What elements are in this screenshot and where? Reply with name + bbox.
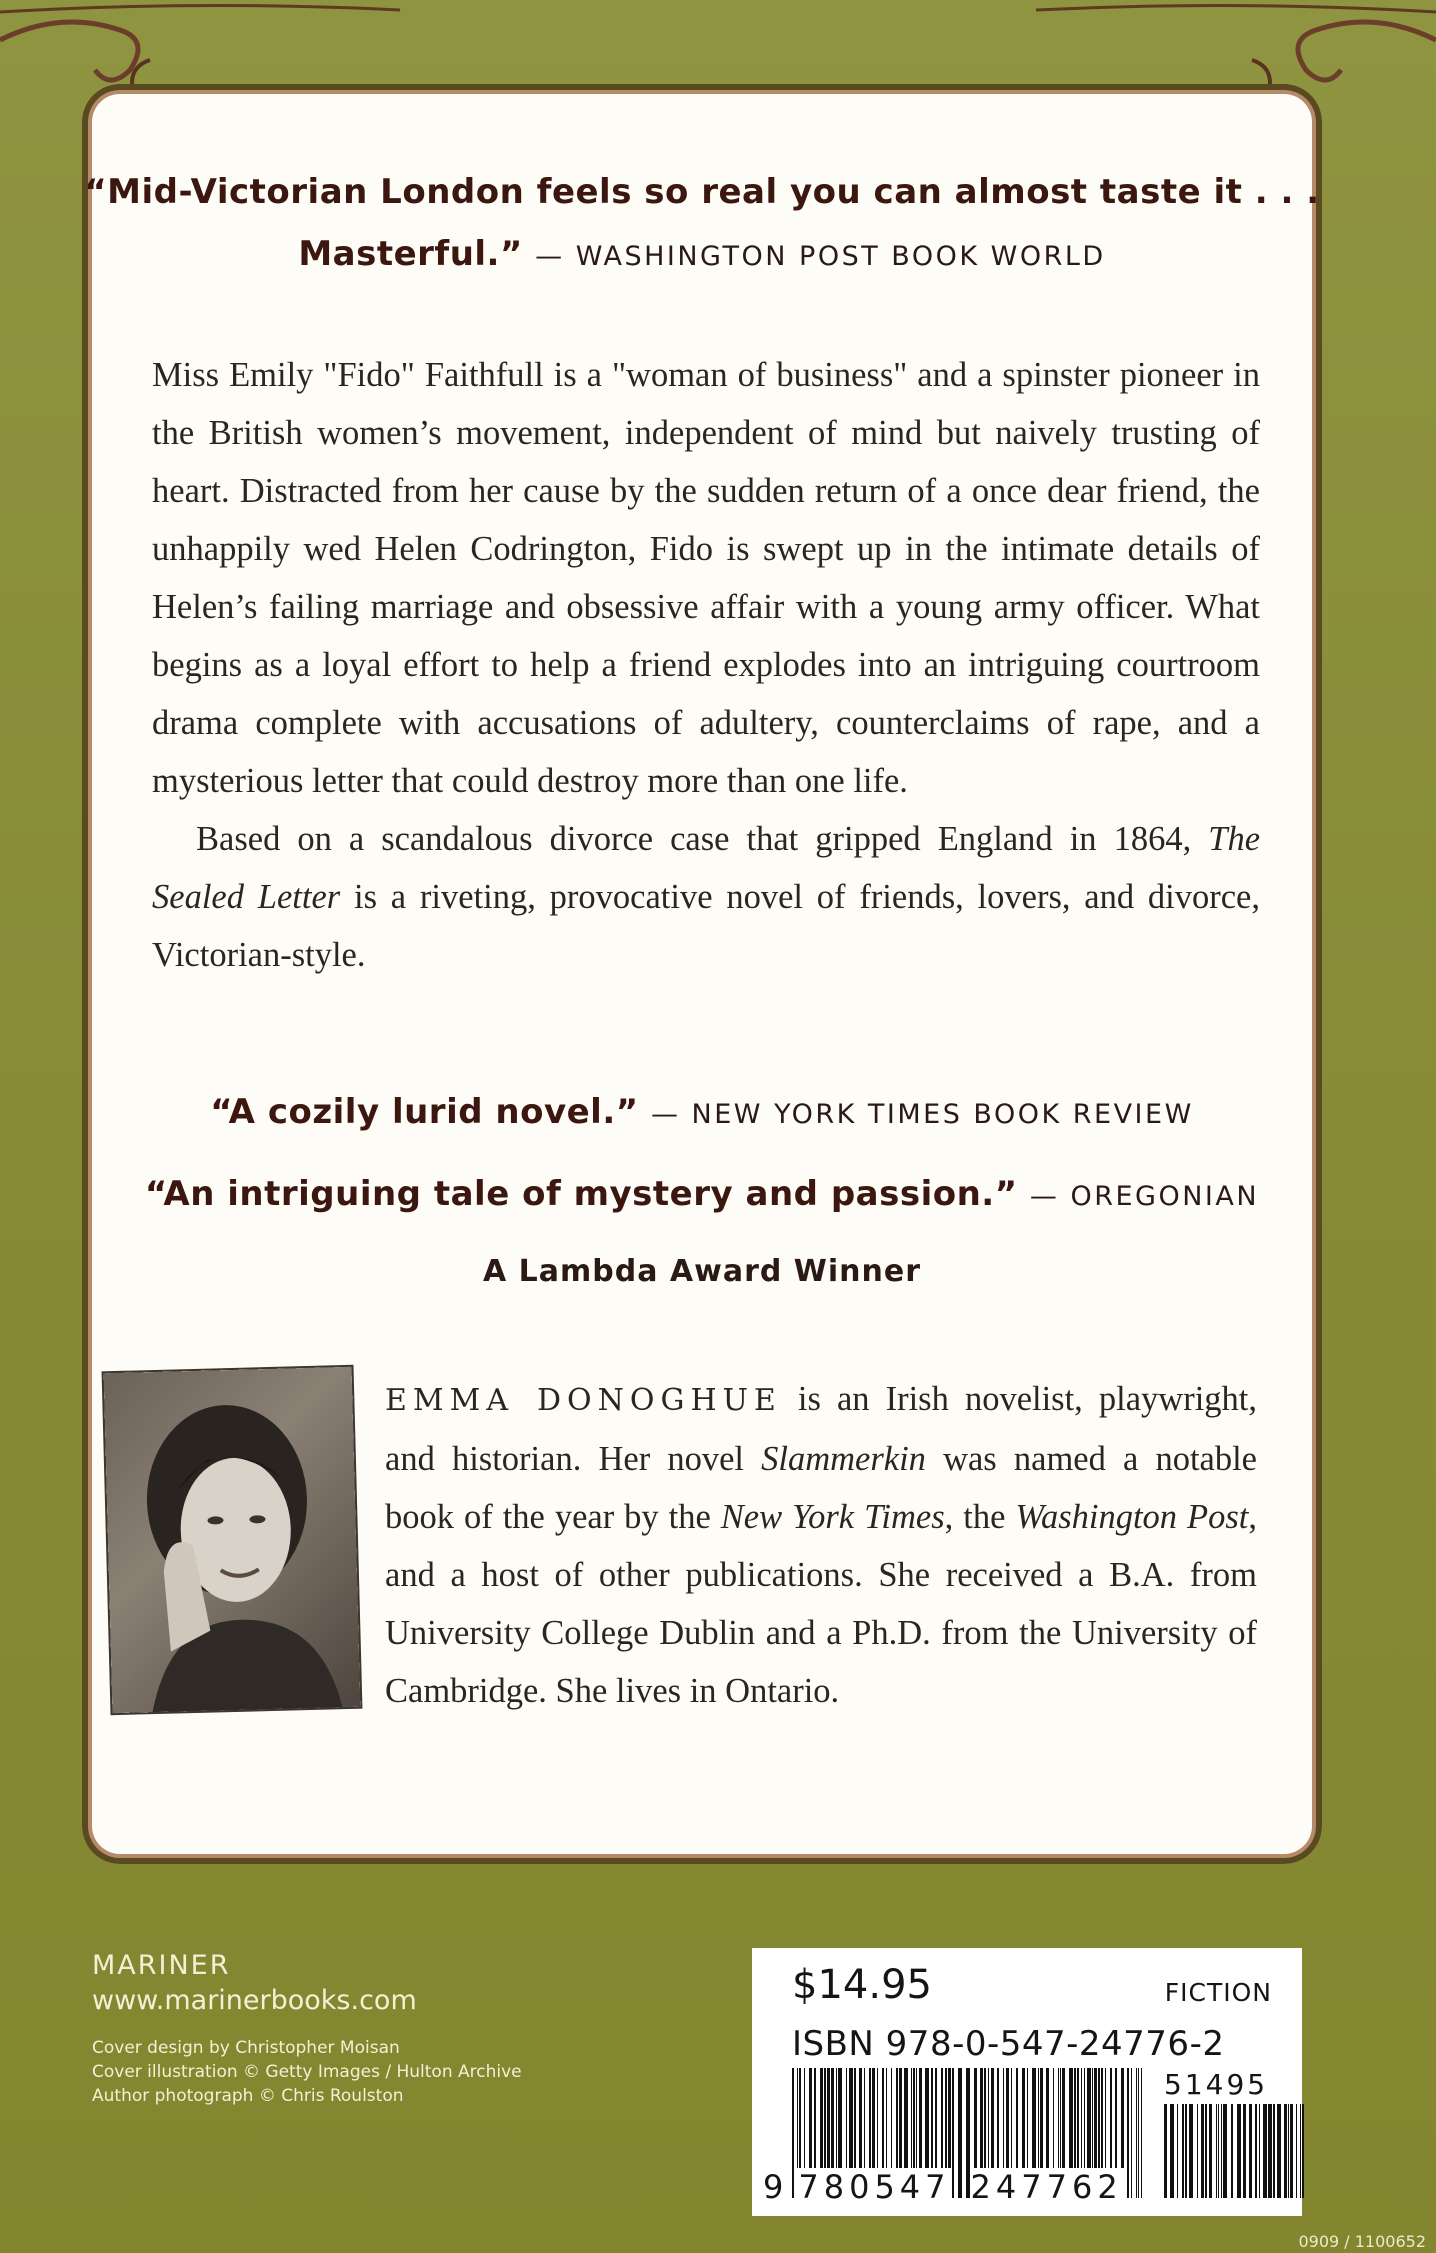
barcode-bar: [1231, 2104, 1233, 2198]
barcode-bar: [1182, 2104, 1184, 2198]
barcode-bar: [1259, 2104, 1260, 2198]
barcode-bar: [1201, 2104, 1204, 2198]
barcode-bar: [1136, 2068, 1137, 2198]
barcode-bar: [1268, 2104, 1272, 2198]
price: $14.95: [792, 1962, 932, 2008]
barcode-bar: [1218, 2104, 1219, 2198]
barcode-bar: [1277, 2104, 1281, 2198]
barcode-bar: [1223, 2104, 1227, 2198]
barcode-bar: [1170, 2104, 1174, 2198]
addon-barcode: [1164, 2104, 1304, 2198]
barcode-bar: [1127, 2068, 1129, 2198]
publisher-info: [92, 1950, 522, 2108]
barcode-bar: [1249, 2104, 1252, 2198]
review-quote-top-line2: Masterful.” — WASHINGTON POST BOOK WORLD: [298, 234, 1106, 274]
award-line: A Lambda Award Winner: [482, 1254, 922, 1289]
author-photograph: [104, 1367, 361, 1713]
review-quote-top: [82, 172, 1322, 212]
barcode-bar: [1197, 2104, 1198, 2198]
barcode-bar: [1141, 2068, 1142, 2198]
author-name: EMMA DONOGHUE: [385, 1383, 782, 1418]
barcode-bar: [1138, 2068, 1139, 2198]
publisher-imprint: MARINER: [92, 1950, 231, 1981]
isbn: ISBN 978-0-547-24776-2: [792, 2024, 1225, 2064]
book-title: The Sealed Letter: [152, 820, 1261, 916]
cover-illustration-credit: Cover illustration © Getty Images / Hulton Archive: [92, 2062, 522, 2082]
genre-label: FICTION: [1164, 1978, 1272, 2007]
barcode-bar: [1131, 2068, 1132, 2198]
review-quote-3: “An intriguing tale of mystery and passion.” — OREGONIAN: [144, 1174, 1260, 1214]
catalog-code: 0909 / 1100652: [1298, 2232, 1426, 2251]
price-barcode-box: [752, 1948, 1302, 2216]
barcode-addon-number: 51495: [1164, 2068, 1269, 2101]
description-paragraph-2: Based on a scandalous divorce case that gripped England in 1864, The Sealed Letter is a riveting, provocative novel of friends, lovers, and divorce, Victorian-style.: [152, 820, 1261, 974]
barcode-bar: [1273, 2104, 1275, 2198]
barcode-bar: [1221, 2104, 1222, 2198]
barcode-bar: [1205, 2104, 1207, 2198]
review-quote-top-line1: “Mid-Victorian London feels so real you can almost taste it . . .: [84, 172, 1320, 212]
barcode-bar: [1216, 2104, 1217, 2198]
credits: [92, 2036, 522, 2108]
author-portrait-image: [104, 1367, 361, 1713]
barcode-bar: [1189, 2104, 1193, 2198]
barcode-bar: [1300, 2104, 1301, 2198]
ean-number: 9 780547 247762: [763, 2168, 1123, 2206]
barcode-bar: [1284, 2104, 1287, 2198]
barcode-bar: [1164, 2104, 1167, 2198]
barcode-bar: [1255, 2104, 1257, 2198]
barcode-bar: [1296, 2104, 1297, 2198]
barcode-bar: [1237, 2104, 1241, 2198]
author-bio: EMMA DONOGHUE is an Irish novelist, playwright, and historian. Her novel Slammerkin was named a notable book of the year by the New York Times, the Washington Post, and a host of other publications. She received a B.A. from University College Dublin and a Ph.D. from the University of Cambridge. She lives in Ontario.: [385, 1380, 1258, 1710]
barcode-bar: [1288, 2104, 1289, 2198]
cover-design-credit: Cover design by Christopher Moisan: [92, 2038, 400, 2058]
barcode-bar: [1243, 2104, 1246, 2198]
publisher-url: www.marinerbooks.com: [92, 1985, 417, 2016]
author-photo-credit: Author photograph © Chris Roulston: [92, 2086, 404, 2106]
book-description: [152, 346, 1260, 984]
review-source: — OREGONIAN: [1029, 1181, 1260, 1212]
barcode-bar: [1209, 2104, 1212, 2198]
review-source: — NEW YORK TIMES BOOK REVIEW: [650, 1099, 1194, 1130]
barcode-bar: [1263, 2104, 1267, 2198]
review-quote-2: “A cozily lurid novel.” — NEW YORK TIMES BOOK REVIEW: [210, 1092, 1194, 1132]
barcode-bar: [1185, 2104, 1187, 2198]
review-source: — WASHINGTON POST BOOK WORLD: [535, 241, 1106, 272]
description-paragraph-1: Miss Emily "Fido" Faithfull is a "woman of business" and a spinster pioneer in the British women’s movement, independent of mind but naively trusting of heart. Distracted from her cause by the sudden return of a once dear friend, the unhappily wed Helen Codrington, Fido is swept up in the intimate details of Helen’s failing marriage and obsessive affair with a young army officer. What begins as a loyal effort to help a friend explodes into an intriguing courtroom drama complete with accusations of adultery, counterclaims of rape, and a mysterious letter that could destroy more than one life.: [152, 356, 1260, 800]
barcode-bar: [1290, 2104, 1293, 2198]
barcode-bar: [1302, 2104, 1304, 2198]
barcode-bar: [1177, 2104, 1178, 2198]
